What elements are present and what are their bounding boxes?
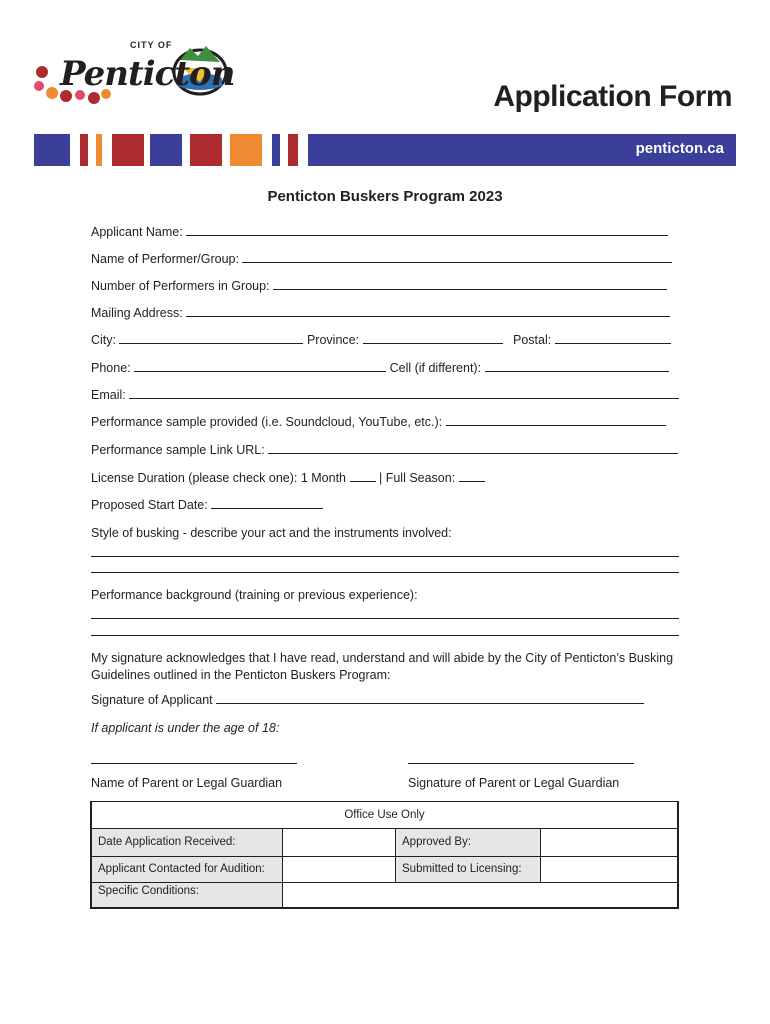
style-field-line[interactable] [91,572,679,573]
header-color-band [34,134,736,166]
program-title: Penticton Buskers Program 2023 [267,188,503,205]
approved-by-label: Approved By: [396,828,541,856]
province-field[interactable] [363,333,503,344]
website-url: penticton.ca [635,140,724,157]
date-received-cell[interactable] [283,828,396,856]
city-province-postal-row [91,333,671,347]
band-block [80,134,88,166]
postal-label: Postal: [512,333,552,347]
num-performers-field[interactable] [273,279,667,290]
office-use-header: Office Use Only [92,802,678,828]
mailing-address-label: Mailing Address: [91,306,183,320]
band-block [34,134,70,166]
acknowledgement-text: My signature acknowledges that I have read, understand and will abide by the City of Penticton’s Busking Guidelines outlined in the Penticton Buskers Program: [91,651,674,682]
style-label: Style of busking - describe your act and the instruments involved: [91,526,452,540]
parent-name-label: Name of Parent or Legal Guardian [91,776,283,790]
background-field-line[interactable] [91,635,679,636]
cell-label: Cell (if different): [389,361,482,375]
background-field-line[interactable] [91,618,679,619]
conditions-cell[interactable] [283,882,678,908]
style-field-line[interactable] [91,556,679,557]
date-received-label: Date Application Received: [92,828,283,856]
performer-group-row [91,252,672,266]
band-block [190,134,222,166]
license-duration-label: License Duration (please check one): 1 Month [91,471,347,485]
city-field[interactable] [119,333,303,344]
logo-wordmark: Penticton [60,54,235,94]
sample-provided-label: Performance sample provided (i.e. Soundcloud, YouTube, etc.): [91,415,443,429]
email-label: Email: [91,388,126,402]
applicant-name-label: Applicant Name: [91,225,183,239]
mailing-address-row [91,306,670,320]
performer-group-field[interactable] [242,252,672,263]
band-block [96,134,102,166]
applicant-name-row [91,225,668,239]
band-block [230,134,262,166]
contacted-cell[interactable] [283,856,396,882]
band-block [112,134,144,166]
band-block [272,134,280,166]
phone-row [91,361,669,375]
phone-field[interactable] [134,361,386,372]
parent-signature-label: Signature of Parent or Legal Guardian [408,776,620,790]
license-duration-row [91,471,485,485]
start-date-label: Proposed Start Date: [91,498,208,512]
band-block [150,134,182,166]
signature-field[interactable] [216,693,644,704]
office-use-table [90,801,679,909]
province-label: Province: [306,333,360,347]
phone-label: Phone: [91,361,131,375]
performer-group-label: Name of Performer/Group: [91,252,239,266]
sample-link-field[interactable] [268,443,678,454]
signature-row [91,693,644,707]
signature-label: Signature of Applicant [91,693,213,707]
city-logo [30,38,235,110]
full-season-checkbox[interactable] [459,471,485,482]
parent-name-field[interactable] [91,763,297,764]
sample-link-label: Performance sample Link URL: [91,443,265,457]
num-performers-label: Number of Performers in Group: [91,279,270,293]
parent-signature-field[interactable] [408,763,634,764]
postal-field[interactable] [555,333,671,344]
band-block [288,134,298,166]
start-date-field[interactable] [211,498,323,509]
band-url-bar [308,134,736,166]
logo-city-text: CITY OF [130,40,173,50]
conditions-label: Specific Conditions: [92,882,283,908]
mailing-address-field[interactable] [186,306,670,317]
approved-by-cell[interactable] [541,828,678,856]
one-month-checkbox[interactable] [350,471,376,482]
sample-provided-row [91,415,666,429]
submitted-label: Submitted to Licensing: [396,856,541,882]
start-date-row [91,498,323,512]
full-season-label: | Full Season: [378,471,456,485]
city-label: City: [91,333,116,347]
num-performers-row [91,279,667,293]
applicant-name-field[interactable] [186,225,668,236]
sample-provided-field[interactable] [446,415,666,426]
submitted-cell[interactable] [541,856,678,882]
sample-link-row [91,443,678,457]
contacted-label: Applicant Contacted for Audition: [92,856,283,882]
cell-field[interactable] [485,361,669,372]
email-field[interactable] [129,388,679,399]
background-label: Performance background (training or previous experience): [91,588,418,602]
page-title: Application Form [493,80,732,113]
under-18-note: If applicant is under the age of 18: [91,721,280,735]
email-row [91,388,679,402]
